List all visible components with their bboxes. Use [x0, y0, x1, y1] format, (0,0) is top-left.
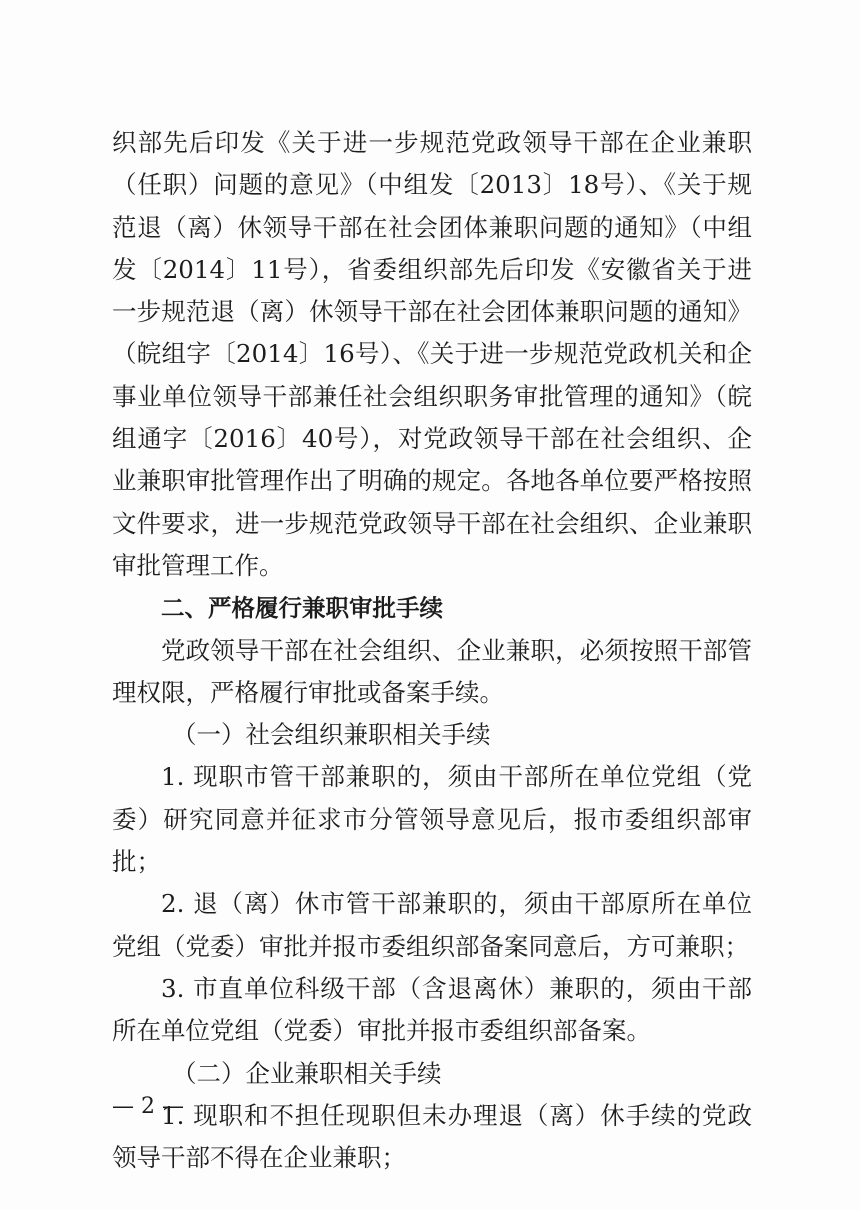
list-item: 3. 市直单位科级干部（含退离休）兼职的，须由干部所在单位党组（党委）审批并报市委组织部备案。 — [112, 973, 752, 1046]
list-item: 1. 现职市管干部兼职的，须由干部所在单位党组（党委）研究同意并征求市分管领导意见后，报市委组织部审批； — [112, 762, 752, 877]
list-item: 1. 现职和不担任现职但未办理退（离）休手续的党政领导干部不得在企业兼职； — [112, 1100, 752, 1173]
body-paragraph: 织部先后印发《关于进一步规范党政领导干部在企业兼职（任职）问题的意见》（中组发〔2013〕18号）、《关于规范退（离）休领导干部在社会团体兼职问题的通知》（中组发〔2014〕11号），省委组织部先后印发《安徽省关于进一步规范退（离）休领导干部在社会团体兼职问题的通知》（皖组字〔2014〕16号）、《关于进一步规范党政机关和企事业单位领导干部兼任社会组织职务审批管理的通知》（皖组通字〔2016〕40号），对党政领导干部在社会组织、企业兼职审批管理作出了明确的规定。各地各单位要严格按照文件要求，进一步规范党政领导干部在社会组织、企业兼职审批管理工作。 — [112, 128, 752, 580]
document-body — [112, 122, 752, 1179]
section-heading-2: 二、严格履行兼职审批手续 — [161, 594, 443, 623]
page-number: — 2 — — [112, 1094, 184, 1119]
list-item: 2. 退（离）休市管干部兼职的，须由干部原所在单位党组（党委）审批并报市委组织部备案同意后，方可兼职； — [112, 889, 752, 961]
subsection-heading-1: （一）社会组织兼职相关手续 — [172, 720, 491, 750]
section-intro-paragraph: 党政领导干部在社会组织、企业兼职，必须按照干部管理权限，严格履行审批或备案手续。 — [112, 635, 752, 707]
subsection-heading-2: （二）企业兼职相关手续 — [172, 1058, 442, 1088]
